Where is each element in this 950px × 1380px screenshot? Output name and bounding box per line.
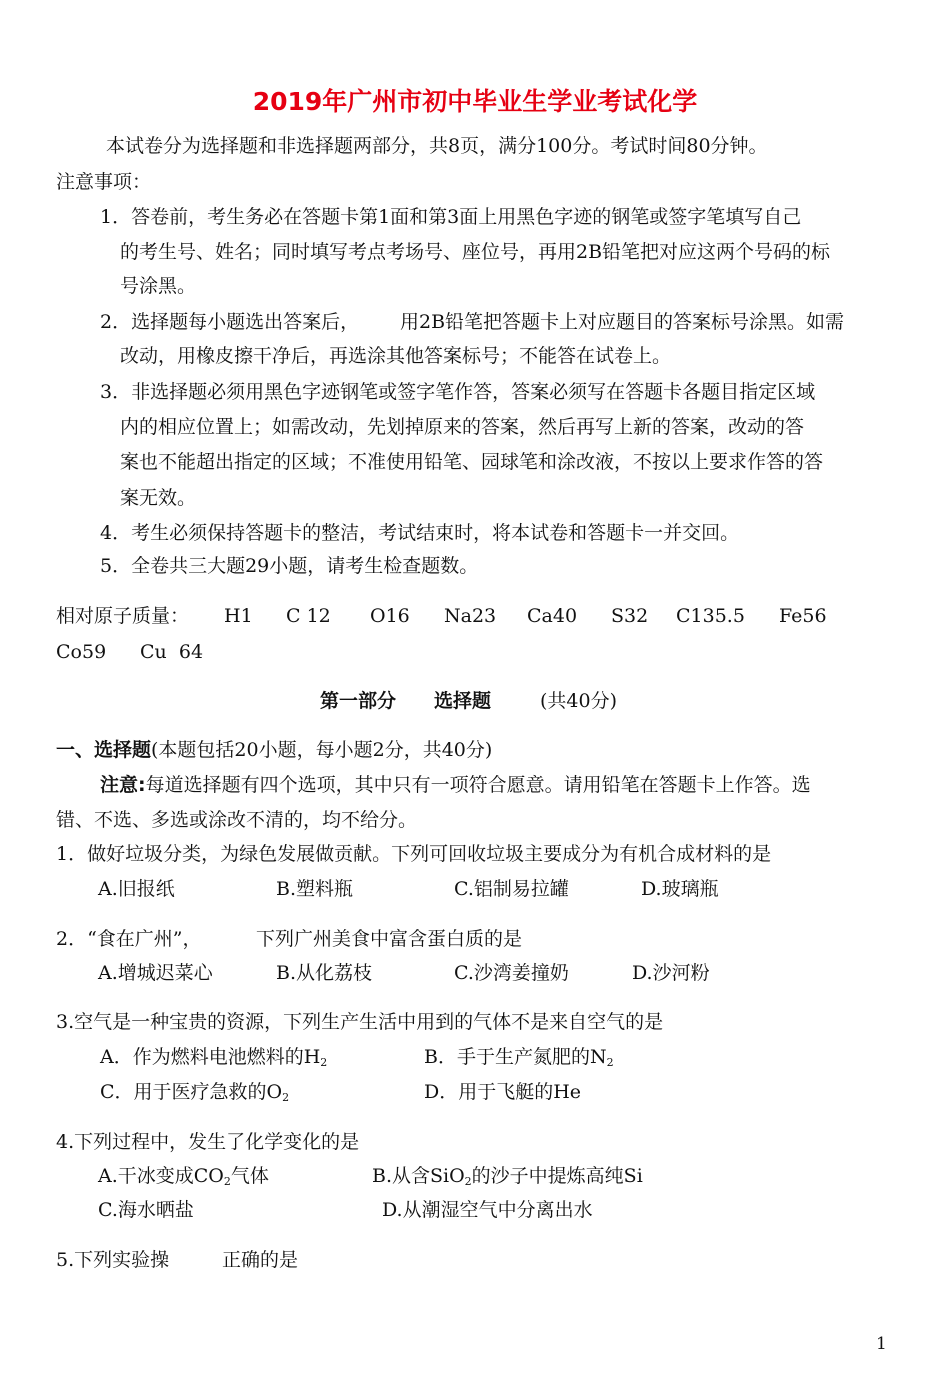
notice-label: 注意: — [100, 774, 146, 796]
question-3-option-b-text: B．手于生产氮肥的N — [424, 1046, 607, 1068]
atomic-mass-ca: Ca40 — [527, 605, 578, 627]
question-3-option-a-subscript: 2 — [320, 1056, 328, 1069]
question-4-option-a-text: A.干冰变成CO — [98, 1165, 224, 1187]
question-2-option-c: C.沙湾姜撞奶 — [454, 962, 569, 984]
question-5-stem-a: 5.下列实验操 — [56, 1249, 170, 1271]
question-4-option-a-subscript: 2 — [223, 1175, 231, 1188]
question-1-option-a: A.旧报纸 — [98, 878, 175, 900]
notes-heading: 注意事项： — [56, 171, 152, 193]
atomic-mass-h: H1 — [224, 605, 253, 627]
note-3-line-4: 案无效。 — [120, 487, 197, 509]
question-2-option-a: A.增城迟菜心 — [98, 962, 213, 984]
question-3-option-c — [100, 1080, 289, 1104]
atomic-mass-s: S32 — [611, 605, 649, 627]
question-3-option-a — [100, 1045, 327, 1069]
question-4-option-b — [372, 1164, 643, 1188]
question-4-stem: 4.下列过程中，发生了化学变化的是 — [56, 1131, 360, 1153]
question-1-option-b: B.塑料瓶 — [276, 878, 354, 900]
notice-line-1 — [100, 773, 811, 797]
question-4-option-b-suffix: 的沙子中提炼高纯Si — [471, 1165, 643, 1187]
section-one-description: (本题包括20小题，每小题2分，共40分) — [151, 739, 493, 761]
note-2-line-2: 改动，用橡皮擦干净后，再选涂其他答案标号；不能答在试卷上。 — [120, 345, 672, 367]
part-one-type: 选择题 — [434, 690, 492, 712]
note-3-line-2: 内的相应位置上；如需改动，先划掉原来的答案，然后再写上新的答案，改动的答 — [120, 416, 805, 438]
section-one-title: 一、选择题 — [56, 739, 152, 761]
question-3-option-c-subscript: 2 — [282, 1091, 290, 1104]
question-3-option-c-text: C．用于医疗急救的O — [100, 1081, 283, 1103]
page-title: 2019年广州市初中毕业生学业考试化学 — [252, 87, 698, 116]
atomic-mass-o: O16 — [370, 605, 410, 627]
atomic-mass-na: Na23 — [444, 605, 497, 627]
note-4: 4．考生必须保持答题卡的整洁，考试结束时，将本试卷和答题卡一并交回。 — [100, 522, 740, 544]
intro-text: 本试卷分为选择题和非选择题两部分，共8页，满分100分。考试时间80分钟。 — [106, 135, 768, 157]
question-2-option-b: B.从化荔枝 — [276, 962, 373, 984]
note-1-line-3: 号涂黑。 — [120, 275, 197, 297]
question-2-stem-a: 2．“食在广州”， — [56, 928, 202, 950]
atomic-mass-fe: Fe56 — [779, 605, 827, 627]
question-3-option-b — [424, 1045, 614, 1069]
question-2-stem-b: 下列广州美食中富含蛋白质的是 — [256, 928, 523, 950]
question-3-option-a-text: A．作为燃料电池燃料的H — [100, 1046, 321, 1068]
question-4-option-c: C.海水晒盐 — [98, 1199, 194, 1221]
note-1-line-1: 1．答卷前，考生务必在答题卡第1面和第3面上用黑色字迹的钢笔或签字笔填写自己 — [100, 206, 802, 228]
atomic-mass-co: Co59 — [56, 641, 107, 663]
note-1-line-2: 的考生号、姓名；同时填写考点考场号、座位号，再用2B铅笔把对应这两个号码的标 — [120, 241, 831, 263]
question-1-stem: 1．做好垃圾分类，为绿色发展做贡献。下列可回收垃圾主要成分为有机合成材料的是 — [56, 843, 772, 865]
question-4-option-b-subscript: 2 — [464, 1175, 472, 1188]
question-4-option-a-suffix: 气体 — [230, 1165, 269, 1187]
atomic-mass-cu: Cu 64 — [140, 641, 204, 663]
question-5-stem-b: 正确的是 — [222, 1249, 299, 1271]
part-one-score: (共40分) — [540, 690, 618, 712]
question-3-option-b-subscript: 2 — [606, 1056, 614, 1069]
question-4-option-d: D.从潮湿空气中分离出水 — [382, 1199, 593, 1221]
section-one-heading — [56, 738, 492, 762]
note-2-line-1b: 用2B铅笔把答题卡上对应题目的答案标号涂黑。如需 — [400, 311, 845, 333]
notice-text-1: 每道选择题有四个选项，其中只有一项符合愿意。请用铅笔在答题卡上作答。选 — [145, 774, 811, 796]
question-4-option-a — [98, 1164, 269, 1188]
question-4-option-b-text: B.从含SiO — [372, 1165, 465, 1187]
atomic-mass-label: 相对原子质量： — [56, 605, 190, 627]
atomic-mass-cl: C135.5 — [676, 605, 745, 627]
note-2-line-1a: 2．选择题每小题选出答案后， — [100, 311, 360, 333]
notice-line-2: 错、不选、多选或涂改不清的，均不给分。 — [56, 809, 418, 831]
question-2-option-d: D.沙河粉 — [632, 962, 710, 984]
part-one-name: 第一部分 — [320, 690, 397, 712]
page-number: 1 — [876, 1334, 887, 1354]
note-3-line-3: 案也不能超出指定的区域；不准使用铅笔、园球笔和涂改液，不按以上要求作答的答 — [120, 451, 824, 473]
question-1-option-c: C.铝制易拉罐 — [454, 878, 569, 900]
note-5: 5．全卷共三大题29小题，请考生检查题数。 — [100, 555, 479, 577]
atomic-mass-c: C 12 — [286, 605, 331, 627]
question-1-option-d: D.玻璃瓶 — [641, 878, 719, 900]
question-3-stem: 3.空气是一种宝贵的资源，下列生产生活中用到的气体不是来自空气的是 — [56, 1011, 664, 1033]
question-3-option-d: D．用于飞艇的He — [424, 1081, 582, 1103]
note-3-line-1: 3．非选择题必须用黑色字迹钢笔或签字笔作答，答案必须写在答题卡各题目指定区域 — [100, 381, 816, 403]
